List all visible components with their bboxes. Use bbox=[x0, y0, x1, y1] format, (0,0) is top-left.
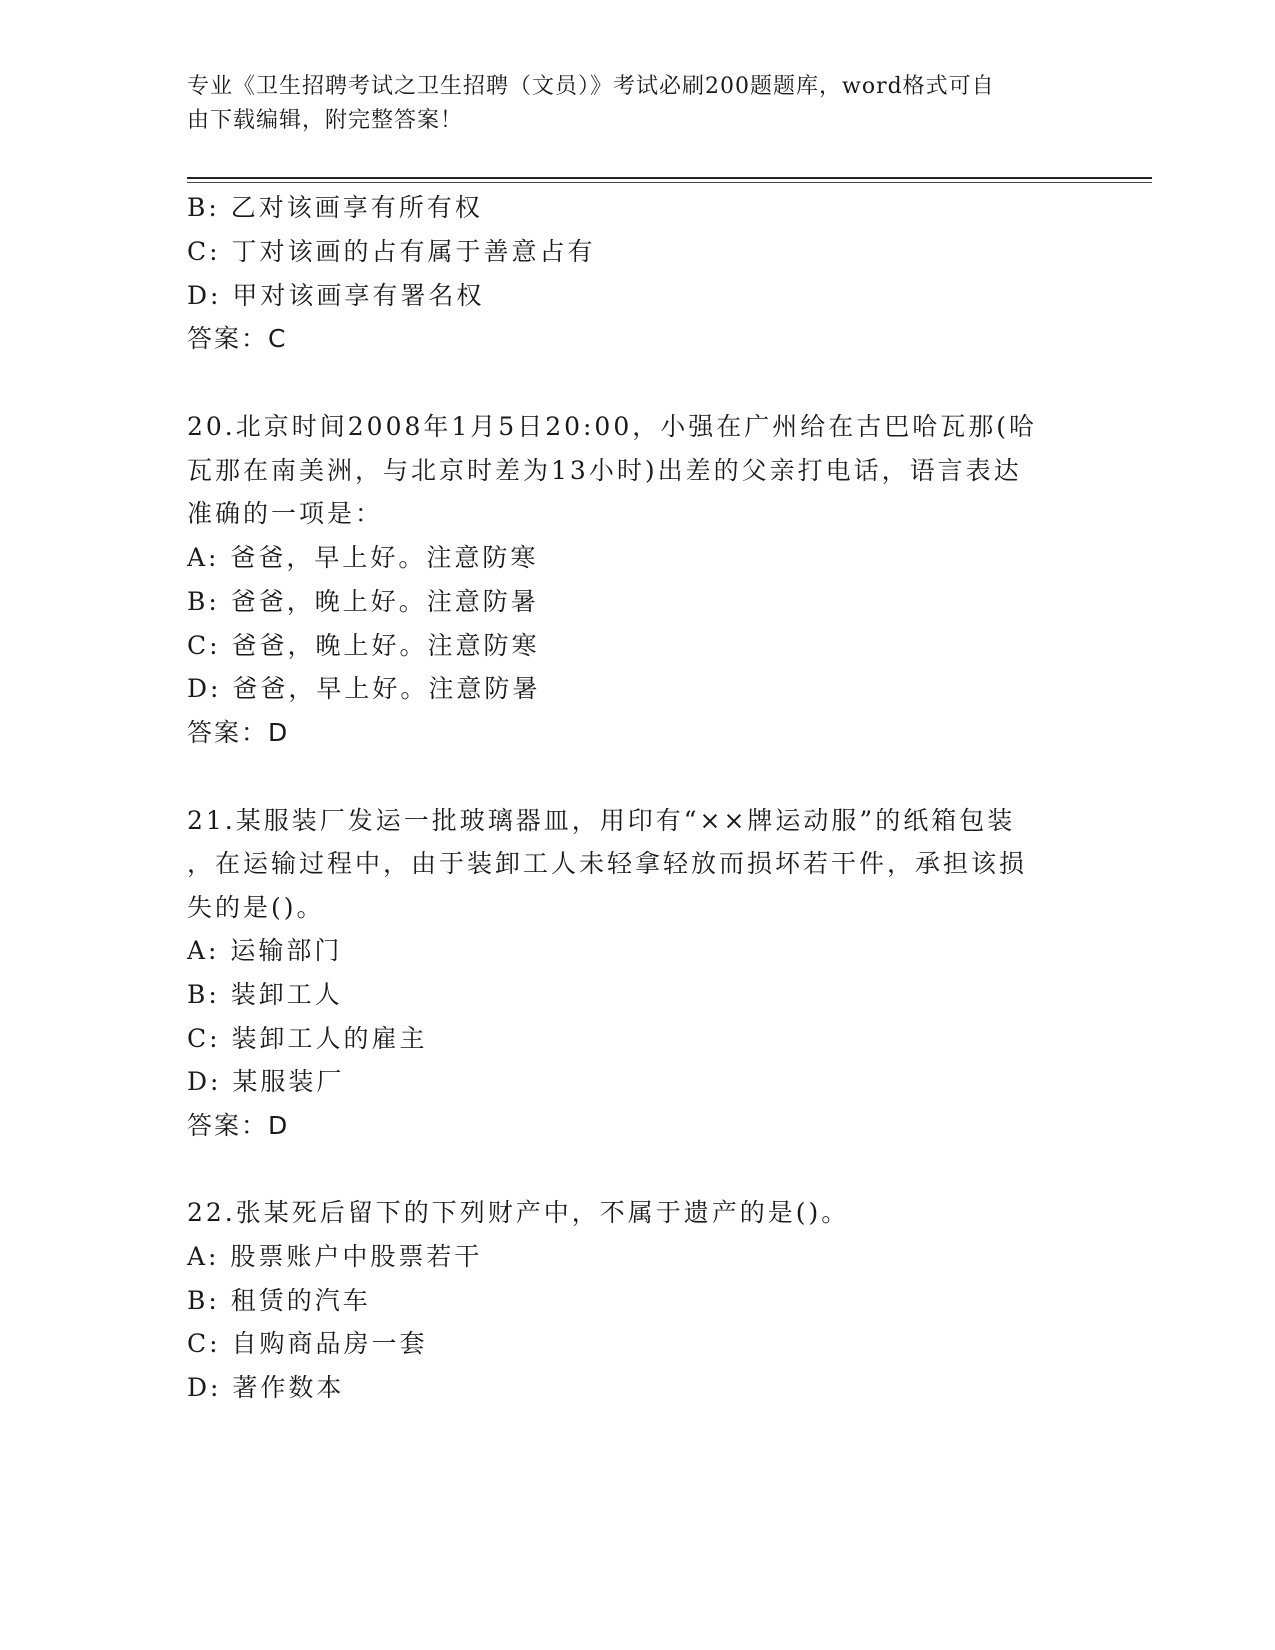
q22-option-b: B: 租赁的汽车 bbox=[187, 1286, 371, 1315]
q20-stem-line-1: 20.北京时间2008年1月5日20:00，小强在广州给在古巴哈瓦那(哈 bbox=[187, 412, 1037, 441]
header-divider-thin bbox=[187, 182, 1152, 183]
q19-option-d: D: 甲对该画享有署名权 bbox=[187, 281, 485, 310]
document-header bbox=[187, 70, 1067, 138]
q22-stem-line-1: 22.张某死后留下的下列财产中，不属于遗产的是()。 bbox=[187, 1198, 850, 1227]
q20-option-c: C: 爸爸，晚上好。注意防寒 bbox=[187, 631, 540, 660]
q19-option-b: B: 乙对该画享有所有权 bbox=[187, 193, 483, 222]
q20-option-d: D: 爸爸，早上好。注意防暑 bbox=[187, 674, 541, 703]
q19-answer: 答案：C bbox=[187, 324, 288, 353]
q20-stem-line-2: 瓦那在南美洲，与北京时差为13小时)出差的父亲打电话，语言表达 bbox=[187, 456, 1022, 485]
header-line-1: 专业《卫生招聘考试之卫生招聘（文员）》考试必刷200题题库，word格式可自 bbox=[187, 74, 995, 99]
header-divider-thick bbox=[187, 177, 1152, 179]
q22-option-d: D: 著作数本 bbox=[187, 1373, 345, 1402]
q21-option-c: C: 装卸工人的雇主 bbox=[187, 1024, 428, 1053]
q21-option-d: D: 某服装厂 bbox=[187, 1067, 345, 1096]
q21-option-b: B: 装卸工人 bbox=[187, 980, 343, 1009]
q20-stem-line-3: 准确的一项是： bbox=[187, 499, 384, 528]
q21-stem-line-1: 21.某服装厂发运一批玻璃器皿，用印有“××牌运动服”的纸箱包装 bbox=[187, 806, 1016, 835]
q20-answer: 答案：D bbox=[187, 718, 290, 747]
q20-option-b: B: 爸爸，晚上好。注意防暑 bbox=[187, 587, 539, 616]
q22-option-c: C: 自购商品房一套 bbox=[187, 1329, 428, 1358]
header-line-2: 由下载编辑，附完整答案！ bbox=[187, 108, 464, 133]
q21-option-a: A: 运输部门 bbox=[187, 936, 343, 965]
q21-stem-line-3: 失的是()。 bbox=[187, 893, 325, 922]
q20-option-a: A: 爸爸，早上好。注意防寒 bbox=[187, 543, 539, 572]
q21-answer: 答案：D bbox=[187, 1111, 290, 1140]
q22-option-a: A: 股票账户中股票若干 bbox=[187, 1242, 483, 1271]
q21-stem-line-2: ，在运输过程中，由于装卸工人未轻拿轻放而损坏若干件，承担该损 bbox=[187, 849, 1028, 878]
q19-option-c: C: 丁对该画的占有属于善意占有 bbox=[187, 237, 596, 266]
